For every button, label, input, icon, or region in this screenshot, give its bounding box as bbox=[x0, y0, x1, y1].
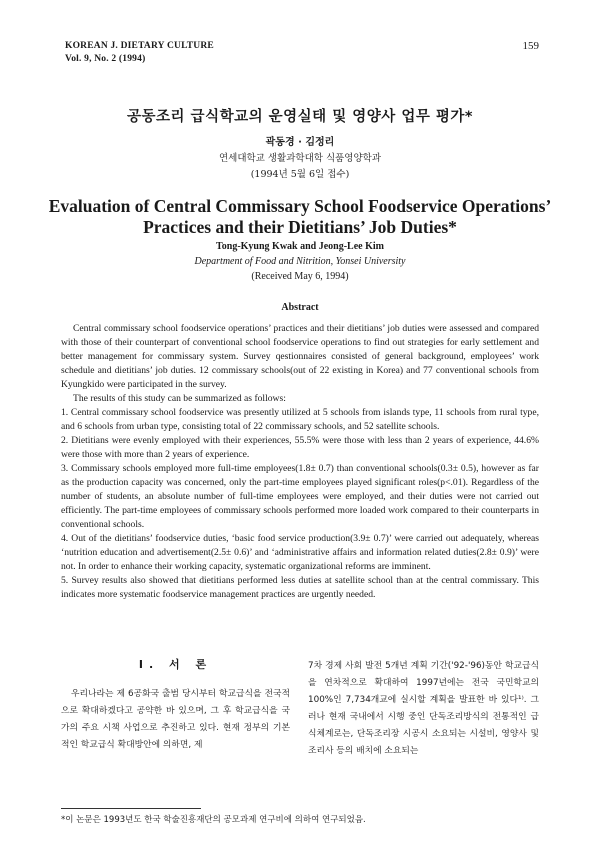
english-title: Evaluation of Central Commissary School Foodservice Operations’ Practices and their Dietitians’ Job Duties* bbox=[48, 196, 552, 237]
abstract-intro: Central commissary school foodservice operations’ practices and their dietitians’ job duties were assessed and compared with those of their counterpart of conventional school foodservice operations to find out strategies for early settlement and better management for commissary system. Survey qestionnaires consisted of general background, employees’ work schedule and dietitians’ job duties. 12 commissary schools(out of 22 existing in Korea) and 77 conventional schools from Kyungkido were participated in the survey. bbox=[61, 323, 539, 390]
korean-received-date: (1994년 5월 6일 접수) bbox=[250, 169, 350, 180]
abstract-item: 5. Survey results also showed that dietitians performed less duties at satellite school than at the central commissary. This indicates more systematic foodservice management practices are urgently needed. bbox=[61, 575, 539, 600]
abstract-item: 3. Commissary schools employed more full-time employees(1.8± 0.7) than conventional schools(0.3± 0.5), however as far as the production capacity was concerned, only the part-time employees played significant roles(p<.01). Regardless of the number of students, an absolute number of full-time employees were employed, and their duties were not carried out efficiently. The part-time employees of commissary schools performed more loaded work compared to their counterparts in conventional schools. bbox=[61, 463, 539, 530]
body-column-right bbox=[308, 658, 539, 760]
korean-authors: 곽동경 · 김정리 bbox=[265, 137, 335, 148]
journal-name: KOREAN J. DIETARY CULTURE bbox=[65, 41, 214, 51]
english-authors: Tong-Kyung Kwak and Jeong-Lee Kim bbox=[216, 241, 384, 252]
abstract-item: 1. Central commissary school foodservice was presently utilized at 5 schools from islands type, 11 schools from rural type, and 6 schools from urban type, consisting total of 22 commissary schools, and 52 satellite schools. bbox=[61, 407, 539, 432]
body-column-left bbox=[61, 686, 290, 754]
body-paragraph: 우리나라는 제 6공화국 출범 당시부터 학교급식을 전국적으로 확대하겠다고 공약한 바 있으며, 그 후 학교급식을 국가의 주요 시책 사업으로 추진하고 있다. 현재 정부의 기본적인 학교급식 확대방안에 의하면, 제 bbox=[61, 689, 290, 750]
journal-volume: Vol. 9, No. 2 (1994) bbox=[65, 54, 146, 64]
body-paragraph: 7차 경제 사회 발전 5개년 계획 기간('92-'96)동안 학교급식을 연차적으로 확대하여 1997년에는 전국 국민학교의 100%인 7,734개교에 실시할 계획을 발표한 바 있다¹⁾. 그러나 현재 국내에서 시행 중인 단독조리방식의 전통적인 급식체계로는, 단독조리장 시공시 소요되는 시설비, 영양사 및 조리사 등의 배치에 소요되는 bbox=[308, 661, 539, 756]
section-heading-introduction: I. 서 론 bbox=[138, 658, 213, 671]
page-number: 159 bbox=[522, 40, 539, 52]
abstract-summary-lead: The results of this study can be summarized as follows: bbox=[73, 393, 286, 404]
korean-affiliation: 연세대학교 생활과학대학 식품영양학과 bbox=[218, 153, 382, 164]
abstract-item: 4. Out of the dietitians’ foodservice duties, ‘basic food service production(3.9± 0.7)’ were carried out adequately, whereas ‘nutrition education and advertisement(2.5± 0.6)’ and ‘administrative affairs and information related duties(2.8± 0.9)’ were not. In order to enhance their working capacity, systematic organizational reforms are imminent. bbox=[61, 533, 539, 572]
korean-title: 공동조리 급식학교의 운영실태 및 영양사 업무 평가* bbox=[126, 109, 474, 125]
abstract-item: 2. Dietitians were evenly employed with their experiences, 55.5% were those with less than 2 years of experience, 44.6% were those with more than 2 years of experience. bbox=[61, 435, 539, 460]
footnote-rule bbox=[61, 808, 201, 809]
abstract-heading: Abstract bbox=[281, 302, 319, 313]
abstract-body bbox=[61, 322, 539, 602]
english-affiliation: Department of Food and Nitrition, Yonsei University bbox=[194, 256, 406, 267]
footnote: *이 논문은 1993년도 한국 학술진흥재단의 공모과제 연구비에 의하여 연구되었음. bbox=[61, 815, 366, 825]
english-received-date: (Received May 6, 1994) bbox=[251, 271, 349, 282]
journal-header bbox=[65, 40, 214, 66]
